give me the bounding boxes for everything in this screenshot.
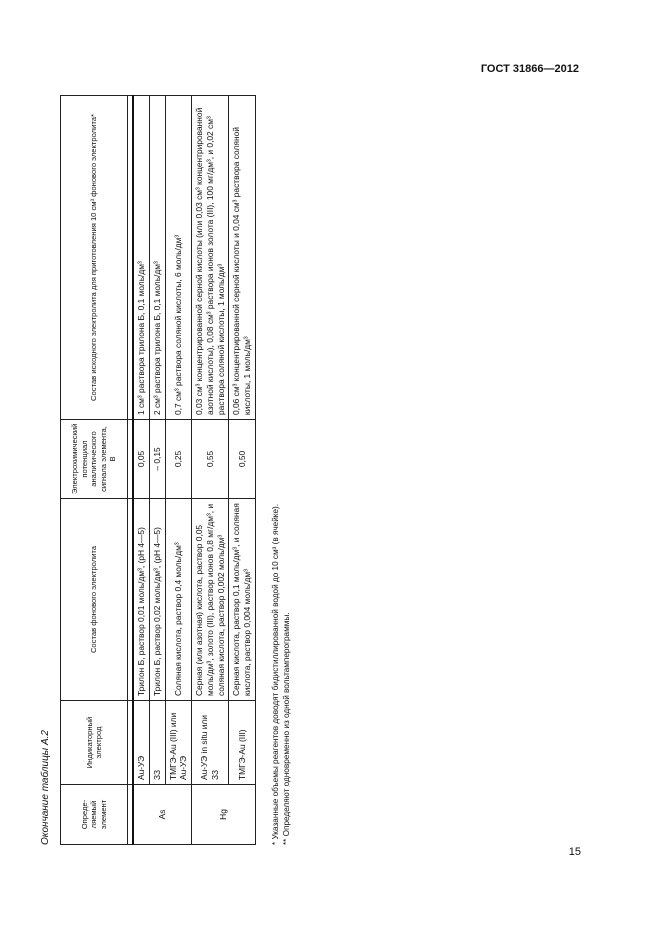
footnotes [270,95,292,845]
potential-cell: 0,25 [165,420,192,499]
reagents-table [60,95,256,845]
footnote: * Указанные объемы реагентов доводят бидистиллированной водой до 10 см³ (в ячейке). [271,503,280,845]
initial-electrolyte-cell: 0,7 см³ раствора соляной кислоты, 6 моль/дм³ [165,96,192,420]
footnote: ** Определяют одновременно из одной вольтамперограммы. [282,612,292,845]
table-row [165,96,192,845]
document-code: ГОСТ 31866—2012 [480,63,579,75]
table-header-row [61,96,128,845]
background-cell: Трилон Б, раствор 0,02 моль/дм³, (рН 4—5) [149,499,165,701]
potential-cell: – 0,15 [149,420,165,499]
background-cell: Трилон Б, раствор 0,01 моль/дм³, (рН 4—5) [133,499,149,701]
column-header-initial: Состав исходного электролита для приготовления 10 см³ фонового электролита* [61,96,128,420]
table-row [133,96,149,845]
background-cell: Серная кислота, раствор 0,1 моль/дм³, и соляная кислота, раствор 0,004 моль/дм³ [229,499,256,701]
initial-electrolyte-cell: 0,03 см³ концентрированной серной кислоты (или 0,03 см³ концентрированной азотной кислоты), 0,08 см³ раствора ионов золота (III), 100 мг/дм³, и 0,02 см³ раствора соляной кислоты, 1 моль/дм³ [192,96,229,420]
initial-electrolyte-cell: 2 см³ раствора трилона Б, 0,1 моль/дм³ [149,96,165,420]
background-cell: Соляная кислота, раствор 0,4 моль/дм³ [165,499,192,701]
potential-cell: 0,55 [192,420,229,499]
column-header-potential: Электрохимический потенциал аналитического сигнала элемента, В [61,420,128,499]
electrode-cell: Au-УЭ in situ или ЗЗ [192,701,229,785]
column-header-electrode: Индикаторный электрод [61,701,128,785]
page-number: 15 [568,846,581,858]
electrode-cell: ЗЗ [149,701,165,785]
element-cell-as: As [133,785,192,845]
potential-cell: 0,05 [133,420,149,499]
initial-electrolyte-cell: 0,06 см³ концентрированной серной кислоты и 0,04 см³ раствора соляной кислоты, 1 моль/дм³ [229,96,256,420]
column-header-element: Опреде-ляемый элемент [61,785,128,845]
column-header-background: Состав фонового электролита [61,499,128,701]
potential-cell: 0,50 [229,420,256,499]
electrode-cell: Au-УЭ [133,701,149,785]
table-row [229,96,256,845]
element-cell-hg: Hg [192,785,256,845]
rotated-table-block [40,95,320,845]
electrode-cell: ТМГЭ-Au (III) [229,701,256,785]
background-cell: Серная (или азотная) кислота, раствор 0,05 моль/дм³, золото (III), раствор ионов 0,8 мг/дм³, и соляная кислота, раствор 0,002 моль/дм³ [192,499,229,701]
table-row [149,96,165,845]
table-caption: Окончание таблицы А.2 [40,730,51,845]
electrode-cell: ТМГЭ-Au (III) или Au-УЭ [165,701,192,785]
initial-electrolyte-cell: 1 см³ раствора трилона Б, 0,1 моль/дм³ [133,96,149,420]
table-row [192,96,229,845]
